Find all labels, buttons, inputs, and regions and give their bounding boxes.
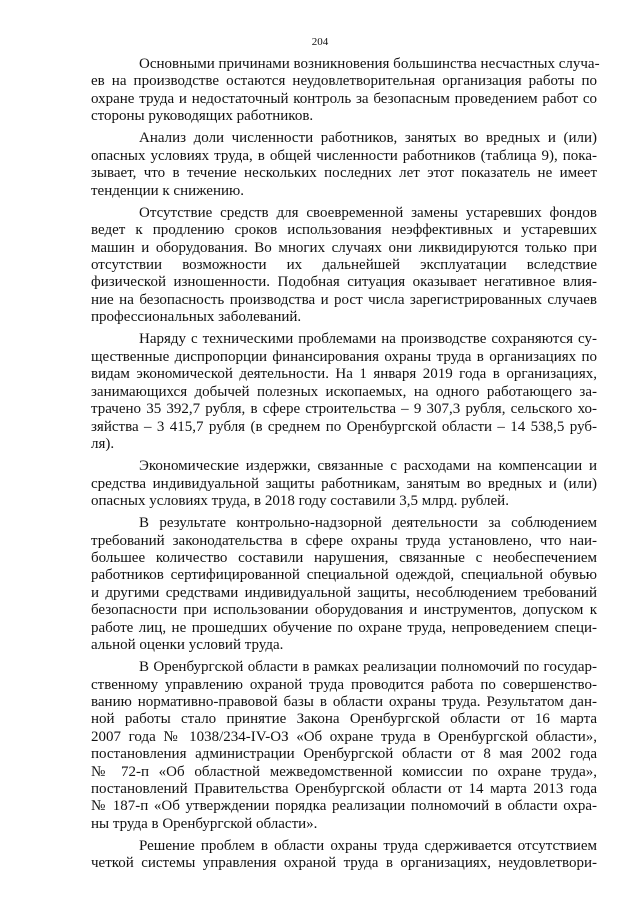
- text-line: отсутствии возможности их дальнейшей эксплуатации вследствие: [91, 257, 597, 274]
- text-line: большее количество составили нарушения, связанные с необеспечением: [91, 549, 597, 566]
- text-line: Решение проблем в области охраны труда сдерживается отсутствием: [139, 838, 597, 855]
- text-line: ванию нормативно-правовой базы в области охраны труда. Результатом дан-: [91, 694, 597, 710]
- paragraph-1: [91, 56, 600, 126]
- paragraph-3: [91, 205, 597, 327]
- page-number: 204: [311, 36, 329, 48]
- text-line: стороны руководящих работников.: [91, 108, 314, 125]
- text-line: Анализ доли численности работников, занятых во вредных и (или): [139, 130, 597, 147]
- document-body: [91, 56, 600, 873]
- text-line: охране труда и недостаточный контроль за безопасным проведением работ со: [91, 90, 597, 107]
- paragraph-4: [91, 331, 597, 453]
- text-line: четкой системы управления охраной труда в организациях, неудовлетвори-: [91, 855, 597, 872]
- text-line: ной работы стало принятие Закона Оренбургской области от 16 марта: [91, 711, 597, 728]
- text-line: 2007 года № 1038/234-IV-ОЗ «Об охране труда в Оренбургской области»,: [91, 728, 597, 745]
- paragraph-7: [91, 659, 597, 833]
- text-line: № 187-п «Об утверждении порядка реализации полномочий в области охра-: [91, 798, 597, 815]
- text-line: ние на безопасность производства и рост числа зарегистрированных случаев: [91, 291, 597, 308]
- text-line: ев на производстве остаются неудовлетворительная организация работы по: [91, 73, 597, 90]
- text-line: машин и оборудования. Во многих случаях они ликвидируются только при: [91, 239, 597, 256]
- text-line: трачено 35 392,7 рубля, в сфере строительства – 9 307,3 рубля, сельского хо-: [91, 401, 597, 418]
- text-line: профессиональных заболеваний.: [91, 309, 302, 326]
- text-line: работников сертифицированной специальной одеждой, специальной обувью: [91, 567, 597, 584]
- text-line: Основными причинами возникновения большинства несчастных случа-: [139, 56, 600, 72]
- text-line: зяйства – 3 415,7 рубля (в среднем по Оренбургской области – 14 538,5 руб-: [91, 418, 597, 435]
- text-line: ственному управлению охраной труда проводится работа по совершенство-: [91, 676, 597, 693]
- text-line: ны труда в Оренбургской области».: [91, 815, 318, 832]
- text-line: Экономические издержки, связанные с расходами на компенсации и: [139, 458, 597, 475]
- text-line: щественные диспропорции финансирования охраны труда в организациях по: [91, 348, 597, 365]
- paragraph-5: [91, 458, 597, 510]
- paragraph-8: [91, 838, 597, 873]
- text-line: В Оренбургской области в рамках реализации полномочий по государ-: [139, 659, 597, 676]
- text-line: видам экономической деятельности. На 1 января 2019 года в организациях,: [91, 366, 597, 383]
- text-line: № 72-п «Об областной межведомственной комиссии по охране труда»,: [91, 763, 597, 780]
- paragraph-6: [91, 515, 597, 654]
- text-line: Наряду с техническими проблемами на производстве сохраняются су-: [139, 331, 597, 348]
- text-line: безопасности при использовании оборудования и инструментов, допуском к: [91, 602, 597, 619]
- text-line: занимающихся добычей полезных ископаемых, на одного работающего за-: [91, 383, 597, 400]
- text-line: и другими средствами индивидуальной защиты, несоблюдением требований: [91, 584, 597, 601]
- text-line: ля).: [91, 435, 115, 452]
- text-line: альной оценки условий труда.: [91, 636, 284, 653]
- text-line: В результате контрольно-надзорной деятельности за соблюдением: [139, 515, 597, 532]
- text-line: постановления администрации Оренбургской области от 8 мая 2002 года: [91, 746, 597, 763]
- text-line: ведет к продлению сроков использования неэффективных и устаревших: [91, 222, 597, 239]
- text-line: опасных условиях труда, в общей численности работников (таблица 9), пока-: [91, 147, 597, 164]
- paragraph-2: [91, 130, 597, 200]
- text-line: требований законодательства в сфере охраны труда установлено, что наи-: [91, 532, 597, 549]
- text-line: работе лиц, не прошедших обучение по охране труда, непроведением специ-: [91, 619, 597, 636]
- text-line: опасных условиях труда, в 2018 году составили 3,5 млрд. рублей.: [91, 492, 509, 509]
- text-line: Отсутствие средств для своевременной замены устаревших фондов: [139, 204, 597, 221]
- text-line: тенденции к снижению.: [91, 182, 244, 199]
- text-line: физической изношенности. Подобная ситуация оказывает негативное влия-: [91, 274, 597, 291]
- text-line: зывает, что в течение нескольких последних лет этот показатель не имеет: [91, 165, 597, 182]
- text-line: средства индивидуальной защиты работникам, занятым во вредных и (или): [91, 475, 597, 492]
- text-line: постановлений Правительства Оренбургской области от 14 марта 2013 года: [91, 781, 597, 798]
